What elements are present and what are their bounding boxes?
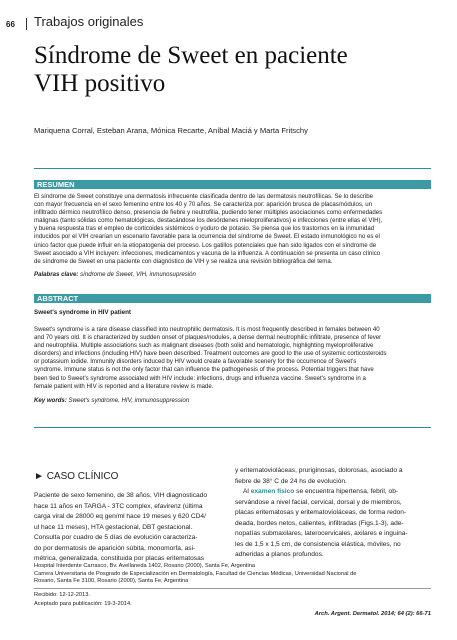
- text-line: do por dermatosis de aparición súbita, monomorfa, asi-: [34, 544, 196, 552]
- text-line: y eritematovioláceas, pruriginosas, dolorosas, asociado a: [235, 467, 403, 474]
- text-line: ul hace 11 meses), HTA gestacional, DBT gestacional.: [34, 523, 193, 531]
- resumen-keywords: [34, 271, 431, 278]
- keywords-label: Key words:: [34, 397, 67, 404]
- abstract-subtitle: Sweet's syndrome in HIV patient: [34, 309, 132, 316]
- article-title: [34, 42, 434, 98]
- affiliations: [34, 563, 431, 586]
- divider-rule: [34, 168, 431, 169]
- title-line: VIH positivo: [34, 70, 166, 97]
- text-line: hace 11 años en TARGA - 3TC complex, efavirenz (última: [34, 502, 203, 510]
- text-line: servándose a nivel facial, cervical, dorsal y de miembros,: [235, 498, 402, 506]
- text-fragment: Al: [243, 488, 251, 495]
- text-line: deada, bordes netos, calientes, infiltradas (Figs.1-3), ade-: [235, 519, 404, 527]
- text-line: inducidos por el VIH crearían un escenario favorable para la ocurrencia del síndrome de Sweet. El estado inmunológico no es el: [34, 233, 380, 241]
- text-line: and 70 years old. It is characterized by sudden onset of plaques/nodules, a dense dermal neutrophilic infiltrate, presence of fever: [34, 334, 382, 342]
- abstract-keywords: [34, 397, 431, 404]
- text-line: placas eritematosas y eritematovioláceas, de forma redon-: [235, 509, 407, 516]
- received-date: Recibido: 12-12-2013.: [34, 592, 90, 598]
- keywords-label: Palabras clave:: [34, 271, 79, 278]
- text-line: carga viral de 28000 eq gen/ml hace 19 meses y 620 CD4/: [34, 513, 206, 520]
- text-fragment: se encuentra hipertensa, febril, ob-: [294, 488, 399, 495]
- text-line: [235, 487, 427, 498]
- text-line: female patient with HIV is reported and a literature review is made.: [34, 382, 214, 390]
- caso-heading-text: CASO CLÍNICO: [46, 471, 119, 482]
- text-line: or potassium iodide. Immunity disorders induced by HIV would create a favorable scenery for the occurrence of Sweet's: [34, 358, 357, 366]
- accepted-date: Aceptado para publicación: 19-3-2014.: [34, 600, 132, 607]
- text-line: les de 1,5 x 1,5 cm, de consistencia elástica, móviles, no: [235, 540, 401, 548]
- text-line: been tied to Sweet's syndrome associated with HIV include: infections, drugs and influenza vaccine. Sweet's syndrome in a: [34, 374, 366, 382]
- text-line: Paciente de sexo femenino, de 38 años, VIH diagnosticado: [34, 492, 208, 499]
- text-line: métrica, generalizada, constituida por placas eritematosas: [34, 555, 205, 562]
- divider-rule: [34, 427, 431, 428]
- text-line: Sweet's syndrome is a rare disease classified into neutrophilic dermatosis. It is most frequently described in females between 40: [34, 326, 380, 333]
- triangle-right-icon: ►: [34, 471, 44, 482]
- text-line: Sweet asociado a VIH incluyen: infecciones, medicamentos y vacuna de la influenza. A continuación se presenta un caso clínico: [34, 249, 381, 257]
- text-line: Carrera Universitaria de Posgrado de Especialización en Dermatología, Facultad de Ciencias Médicas, Universidad Nacional de: [34, 570, 357, 577]
- text-line: El síndrome de Sweet constituye una dermatosis infrecuente clasificada dentro de las dermatosis neutrofílicas. Se lo describe: [34, 193, 374, 200]
- section-title: Trabajos originales: [34, 14, 144, 29]
- text-line: nopatías submaxilares, laterocervicales, axilares e inguina-: [235, 530, 408, 537]
- text-line: disorders) and infections (including HIV) have been described. Treatment outcomes are good to the use of systemic corticosteroids: [34, 350, 387, 358]
- resumen-heading: RESUMEN: [34, 180, 431, 189]
- footer-rule: [34, 588, 431, 589]
- header-divider: [26, 18, 27, 30]
- abstract-heading: ABSTRACT: [34, 294, 431, 303]
- text-line: de síndrome de Sweet en una paciente con diagnóstico de VIH y se realiza una revisión bibliográfica del tema.: [34, 257, 333, 265]
- text-line: and neutrophilia. Multiple associations such as malignant diseases (both solid and hematologic, highlighting myeloproliferative: [34, 342, 374, 350]
- caso-column-2: [235, 466, 427, 561]
- title-line: Síndrome de Sweet en paciente: [34, 42, 348, 69]
- text-line: fiebre de 38° C de 24 hs de evolución.: [235, 477, 347, 485]
- text-line: adheridas a planos profundos.: [235, 551, 324, 558]
- text-line: infiltrado dérmico neutrofílico denso, presencia de fiebre y neutrofilia, pudiendo tener múltiples asociaciones como enfermedades: [34, 209, 383, 217]
- text-line: Rosario, Santa Fe 3100, Rosario (2000), Santa Fe, Argentina: [34, 578, 189, 584]
- abstract-text: [34, 326, 431, 391]
- journal-citation: Arch. Argent. Dermatol. 2014; 64 (2): 66-71: [314, 611, 431, 617]
- text-line: Consulta por cuadro de 5 días de evolución caracteriza-: [34, 534, 198, 541]
- keywords-value: Sweet's syndrome, HIV, immunosuppression: [66, 397, 190, 404]
- text-line: malignas (tanto sólidas como hematológicas, destacándose los desórdenes mieloproliferativos) e infecciones (entre ellas el VIH),: [34, 217, 383, 225]
- caso-column-1: [34, 491, 226, 565]
- keywords-value: síndrome de Sweet, VIH, inmunosupresión: [78, 271, 196, 278]
- text-line: Hospital Interdente Carrasco, Bv. Avellaneda 1402, Rosario (2000), Santa Fe, Argentina: [34, 563, 256, 569]
- text-line: con mayor frecuencia en el sexo femenino entre los 40 y 70 años. Se caracteriza por: aparición brusca de placas/nódulos, un: [34, 201, 373, 209]
- dates: [34, 591, 431, 608]
- text-line: y buena respuesta tras el empleo de corticoides sistémicos o yoduro de potasio. Se piensa que los trastornos en la inmunidad: [34, 225, 375, 233]
- caso-heading: [34, 471, 118, 482]
- resumen-text: [34, 193, 431, 266]
- text-line: syndrome. Immune status is not the only factor that can influence the pathogenesis of the process. Potential triggers that have: [34, 366, 374, 374]
- highlight-term: examen físico: [250, 488, 295, 495]
- text-line: único factor que puede influir en la etiopatogenia del proceso. Los gatillos potenciales que han sido ligados con el síndrome de: [34, 241, 377, 249]
- page-number: 66: [6, 20, 15, 29]
- authors: Mariquena Corral, Esteban Arana, Mónica Recarte, Aníbal Maciá y Marta Fritschy: [34, 126, 308, 135]
